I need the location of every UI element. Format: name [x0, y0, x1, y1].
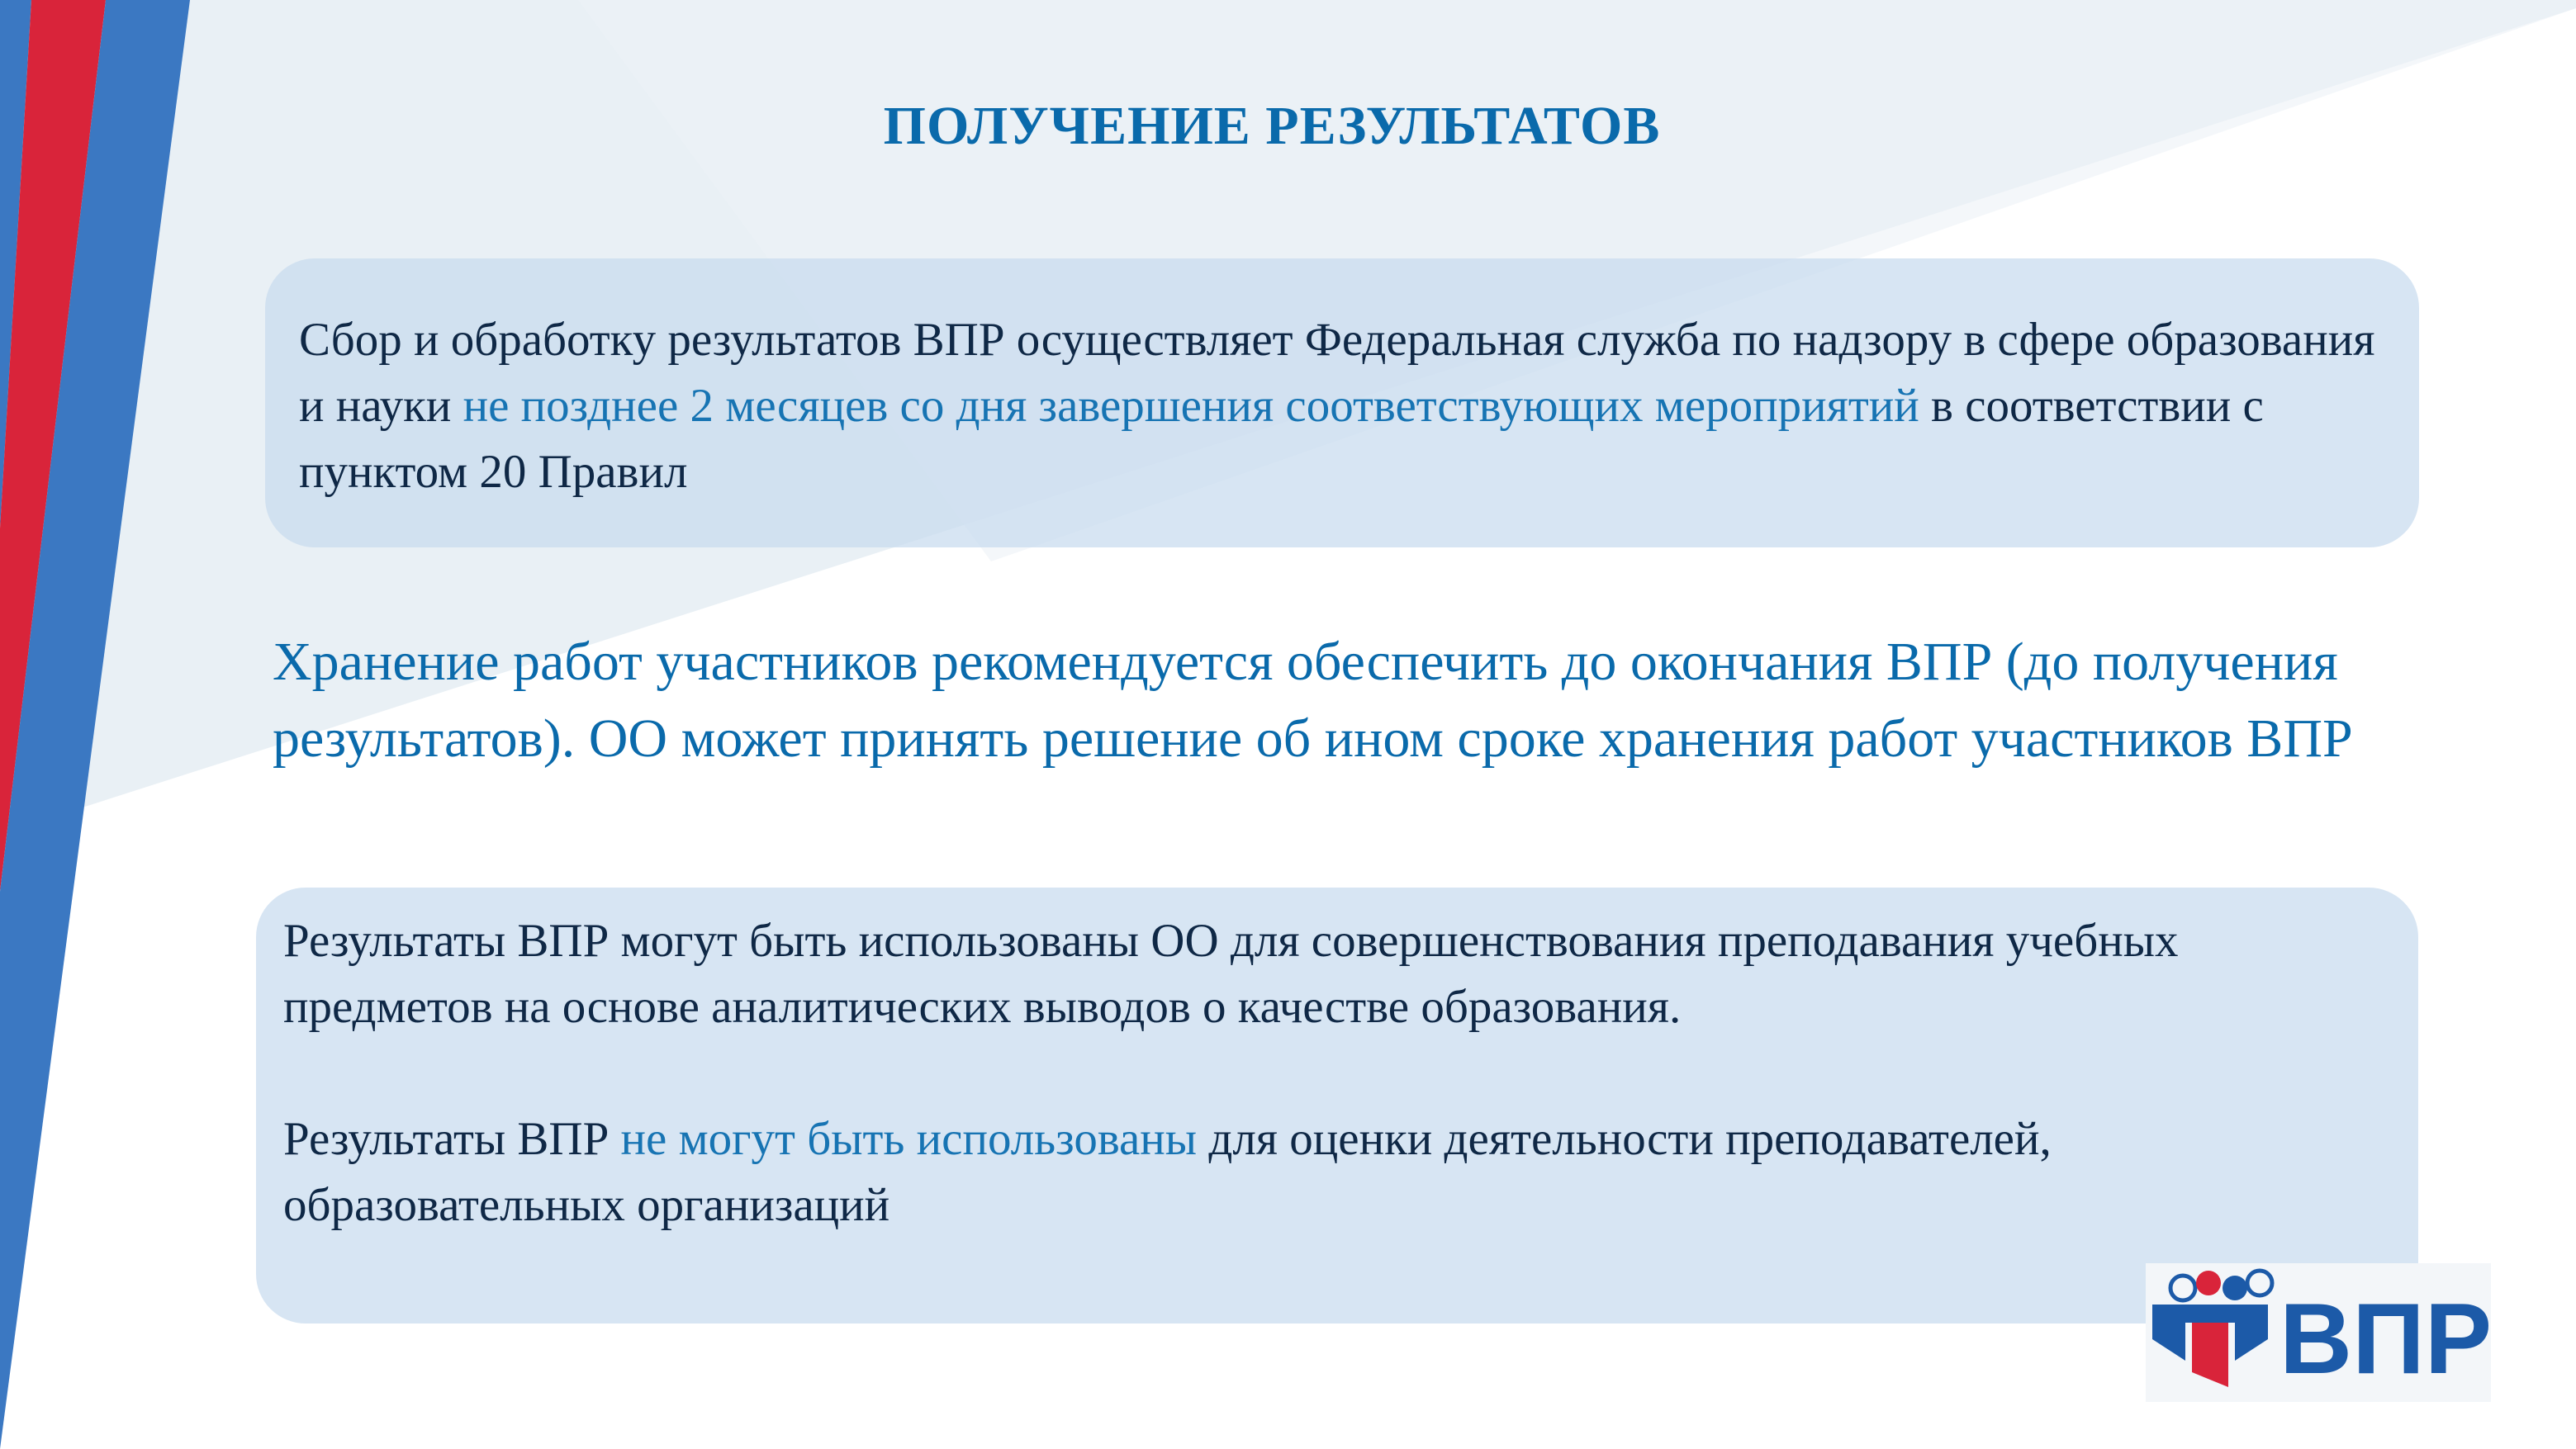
results-collection-text-a: Сбор и обработку результатов ВПР осуществляет Федеральная служба по надзору в сфере образования и науки — [299, 314, 2375, 432]
results-collection-text — [299, 307, 2389, 505]
results-usage-paragraph-1: Результаты ВПР могут быть использованы ОО для совершенствования преподавания учебных предметов на основе аналитических выводов о качестве образования. — [283, 915, 2179, 1033]
results-usage-restriction-highlight: не могут быть использованы — [620, 1113, 1198, 1165]
results-collection-text-b: в соответствии с пунктом 20 Правил — [299, 380, 2264, 498]
vpr-logo-emblem-icon — [2146, 1263, 2286, 1402]
vpr-logo — [2146, 1263, 2491, 1402]
results-usage-text-b: для оценки деятельности преподавателей, образовательных организаций — [283, 1113, 2052, 1231]
results-usage-text-a: Результаты ВПР — [283, 1113, 621, 1165]
results-collection-deadline-highlight: не позднее 2 месяцев со дня завершения соответствующих мероприятий — [463, 380, 1919, 432]
vpr-logo-text: ВПР — [2279, 1282, 2493, 1395]
results-usage-paragraph-2 — [283, 1106, 2398, 1238]
works-storage-text: Хранение работ участников рекомендуется обеспечить до окончания ВПР (до получения результатов). ОО может принять решение об ином сроке хранения работ участников ВПР — [273, 632, 2353, 769]
slide-title: ПОЛУЧЕНИЕ РЕЗУЛЬТАТОВ — [883, 96, 1661, 156]
